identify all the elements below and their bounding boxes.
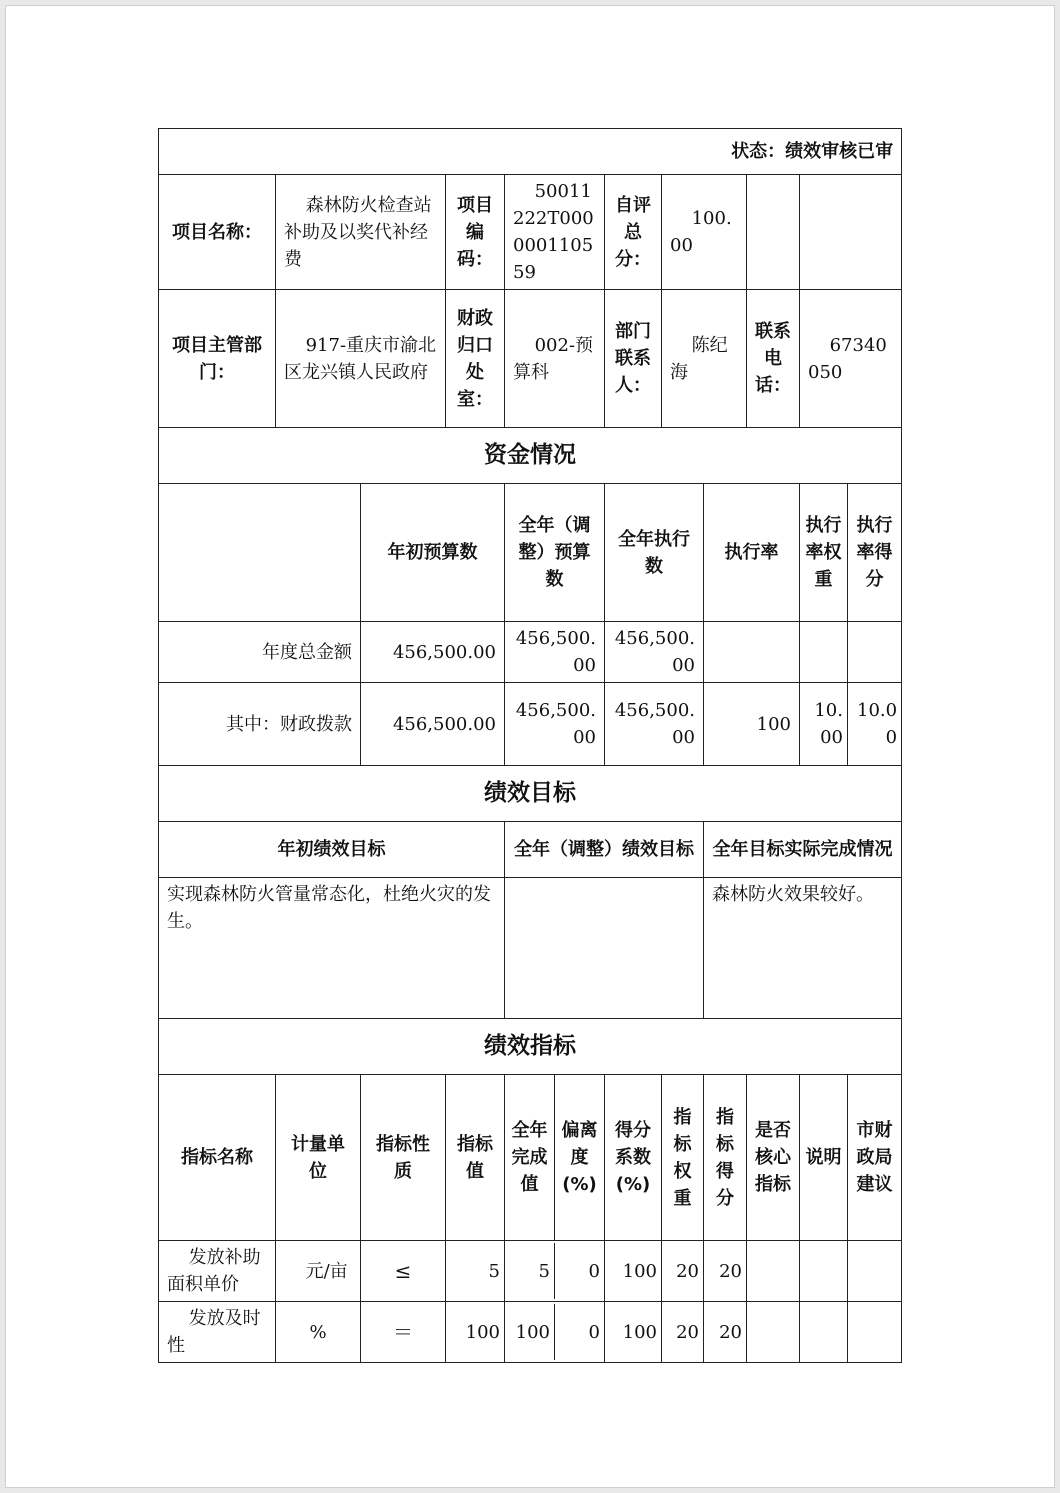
ind-header-note: 说明 <box>800 1075 848 1241</box>
ind-row-coef: 100 <box>605 1241 662 1302</box>
ind-row-deviation: 0 <box>588 1321 600 1343</box>
dept-label: 项目主管部门： <box>159 290 276 428</box>
funds-row-executed: 456,500.00 <box>605 622 704 683</box>
ind-row-value: 100 <box>446 1302 505 1363</box>
ind-header-completed: 全年完成值 <box>505 1075 555 1240</box>
ind-header-split <box>505 1075 605 1241</box>
funds-row-weight <box>800 622 848 683</box>
ind-header-value: 指标值 <box>446 1075 505 1241</box>
ind-header-subtable <box>505 1075 604 1240</box>
goals-header-initial: 年初绩效目标 <box>159 822 505 878</box>
project-name-value: 森林防火检查站补助及以奖代补经费 <box>276 175 446 290</box>
funds-row-label: 年度总金额 <box>159 622 361 683</box>
ind-row-split <box>505 1302 605 1363</box>
funds-section-title: 资金情况 <box>159 428 902 484</box>
funds-row-executed: 456,500.00 <box>605 683 704 766</box>
ind-row-value: 5 <box>446 1241 505 1302</box>
performance-evaluation-table <box>158 128 902 1363</box>
ind-row-advice <box>848 1302 902 1363</box>
self-score-label: 自评总分： <box>605 175 662 290</box>
ind-row-note <box>800 1302 848 1363</box>
ind-row-weight: 20 <box>662 1241 704 1302</box>
goals-actual-text: 森林防火效果较好。 <box>704 878 902 1019</box>
ind-row-note <box>800 1241 848 1302</box>
empty-cell <box>747 175 800 290</box>
funds-row-initial: 456,500.00 <box>361 622 505 683</box>
ind-header-name: 指标名称 <box>159 1075 276 1241</box>
contact-phone-label: 联系电话： <box>747 290 800 428</box>
funds-header-adjusted: 全年（调整）预算数 <box>505 484 605 622</box>
finance-office-label: 财政归口处室： <box>446 290 505 428</box>
ind-header-score: 指标得分 <box>704 1075 747 1241</box>
dept-value: 917-重庆市渝北区龙兴镇人民政府 <box>276 290 446 428</box>
ind-header-deviation: 偏离度(%) <box>561 1120 598 1195</box>
goals-adjusted-text <box>505 878 704 1019</box>
funds-row-label: 其中：财政拨款 <box>159 683 361 766</box>
ind-row-advice <box>848 1241 902 1302</box>
ind-header-core: 是否核心指标 <box>747 1075 800 1241</box>
funds-row-rate: 100 <box>704 683 800 766</box>
goals-header-adjusted: 全年（调整）绩效目标 <box>505 822 704 878</box>
project-code-value: 50011222T000000110559 <box>505 175 605 290</box>
funds-header-executed: 全年执行数 <box>605 484 704 622</box>
ind-header-weight: 指标权重 <box>662 1075 704 1241</box>
funds-header-score: 执行率得分 <box>848 484 902 622</box>
ind-row-deviation: 0 <box>588 1260 600 1282</box>
funds-row-adjusted: 456,500.00 <box>505 683 605 766</box>
status-text: 状态：绩效审核已审 <box>159 129 902 175</box>
ind-row-unit: % <box>276 1302 361 1363</box>
funds-row-adjusted: 456,500.00 <box>505 622 605 683</box>
contact-person-label: 部门联系人： <box>605 290 662 428</box>
ind-row-unit: 元/亩 <box>276 1241 361 1302</box>
project-name-label: 项目名称： <box>159 175 276 290</box>
ind-row-name: 发放补助面积单价 <box>159 1241 276 1302</box>
finance-office-value: 002-预算科 <box>505 290 605 428</box>
ind-row-core <box>747 1302 800 1363</box>
ind-header-advice: 市财政局建议 <box>848 1075 902 1241</box>
funds-header-initial: 年初预算数 <box>361 484 505 622</box>
contact-person-value: 陈纪海 <box>662 290 747 428</box>
goals-header-actual: 全年目标实际完成情况 <box>704 822 902 878</box>
indicators-section-title: 绩效指标 <box>159 1019 902 1075</box>
funds-row-initial: 456,500.00 <box>361 683 505 766</box>
funds-header-weight: 执行率权重 <box>800 484 848 622</box>
ind-row-name: 发放及时性 <box>159 1302 276 1363</box>
ind-header-nature: 指标性质 <box>361 1075 446 1241</box>
funds-row-weight: 10.00 <box>800 683 848 766</box>
self-score-value: 100.00 <box>662 175 747 290</box>
ind-row-nature: ＝ <box>361 1302 446 1363</box>
ind-row-completed: 5 <box>505 1243 555 1299</box>
contact-phone-value: 67340050 <box>800 290 902 428</box>
project-code-label: 项目编码： <box>446 175 505 290</box>
ind-row-subtable <box>505 1304 604 1360</box>
funds-header-rate: 执行率 <box>704 484 800 622</box>
funds-row-score: 10.00 <box>848 683 902 766</box>
goals-section-title: 绩效目标 <box>159 766 902 822</box>
ind-row-score: 20 <box>704 1302 747 1363</box>
ind-header-coef: 得分系数(%) <box>605 1075 662 1241</box>
ind-row-score: 20 <box>704 1241 747 1302</box>
ind-row-nature: ≤ <box>361 1241 446 1302</box>
ind-row-core <box>747 1241 800 1302</box>
ind-row-completed: 100 <box>505 1304 555 1360</box>
ind-row-weight: 20 <box>662 1302 704 1363</box>
goals-initial-text: 实现森林防火管量常态化，杜绝火灾的发生。 <box>159 878 505 1019</box>
ind-row-split <box>505 1241 605 1302</box>
funds-row-score <box>848 622 902 683</box>
ind-header-unit: 计量单位 <box>276 1075 361 1241</box>
empty-cell <box>800 175 902 290</box>
ind-row-subtable <box>505 1243 604 1299</box>
funds-row-rate <box>704 622 800 683</box>
ind-row-coef: 100 <box>605 1302 662 1363</box>
empty-cell <box>159 484 361 622</box>
